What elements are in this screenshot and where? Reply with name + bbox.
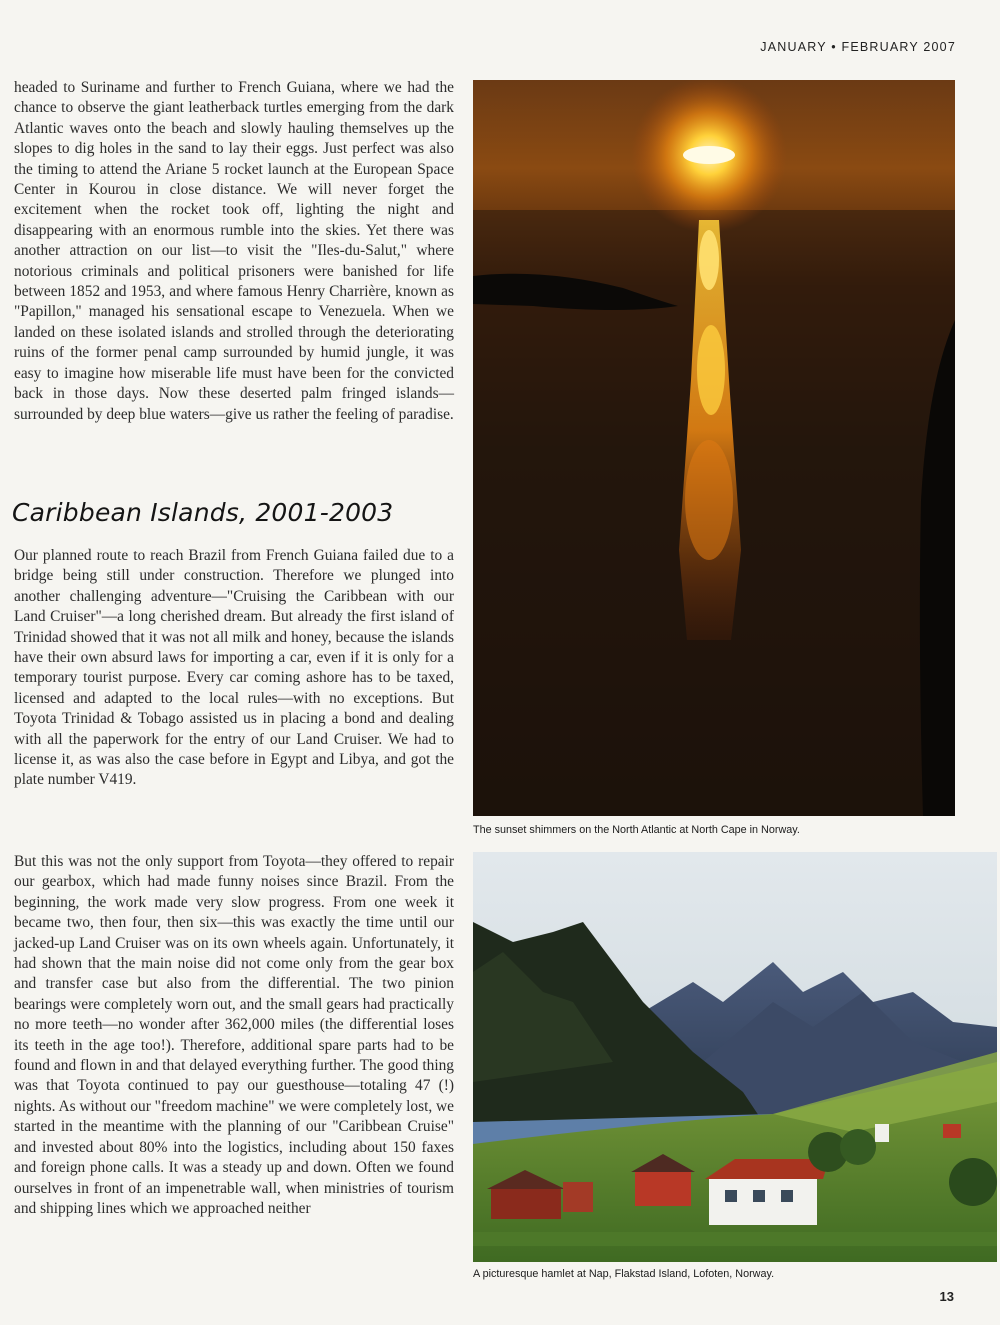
issue-date: JANUARY • FEBRUARY 2007 <box>760 40 956 54</box>
article-column-bottom <box>14 852 454 1219</box>
sunset-photo <box>473 80 955 816</box>
paragraph-gearbox: But this was not the only support from Toyota—they offered to repair our gearbox, which had made funny noises since Brazil. From the beginning, the work made very slow progress. From one week it became two, then four, then six—this was exactly the time until our jacked-up Land Cruiser was on its own wheels again. Unfortunately, it had shown that the main noise did not come only from the gear box and transfer case but also from the differential. The two pinion bearings were completely worn out, and the small gears had practically no more teeth—no wonder after 362,000 miles (the differential loses its teeth in the age too!). Therefore, additional spare parts had to be found and flown in and that delayed everything further. The good thing was that Toyota continued to pay our guesthouse—totaling 47 (!) nights. As without our "freedom machine" we were completely lost, we started in the meantime with the planning of our "Caribbean Cruise" and invested about 80% into the logistics, including about 150 faxes and foreign phone calls. It was a steady up and down. Often we found ourselves in front of an impenetrable wall, when ministries of tourism and shipping lines which we approached neither <box>14 853 454 1217</box>
paragraph-caribbean: Our planned route to reach Brazil from French Guiana failed due to a bridge being still under construction. Therefore we plunged into another challenging adventure—"Cruising the Caribbean with our Land Cruiser"—a long cherished dream. But already the first island of Trinidad showed that it was not all milk and honey, because the islands have their own absurd laws for importing a car, even if it is only for a temporary tourist purpose. Every car coming ashore has to be taxed, licensed and adapted to the local rules—with no exceptions. But Toyota Trinidad & Tobago assisted us in placing a bond and dealing with all the paperwork for the entry of our Land Cruiser. We had to license it, as was also the case before in Egypt and Libya, and got the plate number V419. <box>14 547 454 789</box>
article-column-top <box>14 78 454 425</box>
hamlet-caption: A picturesque hamlet at Nap, Flakstad Island, Lofoten, Norway. <box>473 1268 775 1280</box>
paragraph-french-guiana: headed to Suriname and further to French Guiana, where we had the chance to observe the giant leatherback turtles emerging from the dark Atlantic waves onto the beach and slowly hauling themselves up the slopes to dig holes in the sand to lay their eggs. Just perfect was also the timing to attend the Ariane 5 rocket launch at the European Space Center in Kourou in close distance. We will never forget the excitement when the rocket took off, lighting the night and disappearing with an enormous rumble into the skies. Yet there was another attraction on our list—to visit the "Iles-du-Salut," where notorious criminals and political prisoners were banished for life between 1852 and 1953, and where famous Henry Charrière, known as "Papillon," managed his sensational escape to Venezuela. When we landed on these isolated islands and strolled through the deteriorating ruins of the former penal camp surrounded by humid jungle, it was easy to imagine how miserable life must have been for the convicted back in those days. Now these deserted palm fringed islands—surrounded by deep blue waters—give us rather the feeling of paradise. <box>14 79 454 423</box>
section-heading-caribbean: Caribbean Islands, 2001-2003 <box>12 498 394 527</box>
sunset-caption: The sunset shimmers on the North Atlantic at North Cape in Norway. <box>473 824 800 836</box>
article-column-middle <box>14 546 454 791</box>
hamlet-photo <box>473 852 997 1262</box>
page-number: 13 <box>939 1289 954 1304</box>
